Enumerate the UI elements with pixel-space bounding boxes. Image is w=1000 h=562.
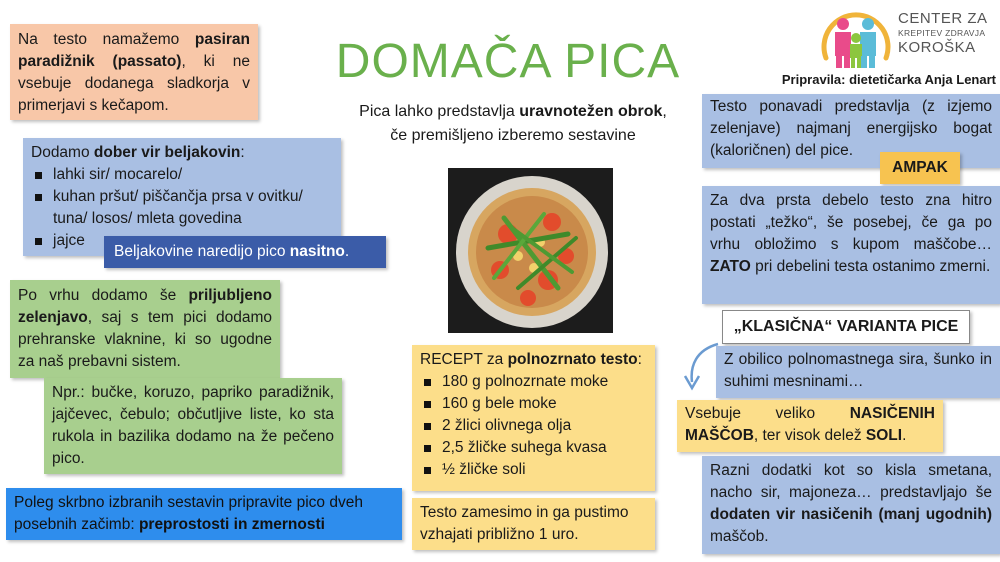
ampak-label: AMPAK — [880, 152, 960, 184]
spices-box: Poleg skrbno izbranih sestavin pripravite pico dveh posebnih začimb: preprostosti in zmernosti — [6, 488, 402, 540]
list-item: jajce — [31, 230, 333, 252]
list-item: 2 žlici olivnega olja — [420, 415, 647, 437]
family-logo-icon — [816, 6, 896, 72]
page-subtitle: Pica lahko predstavlja uravnotežen obrok, če premišljeno izberemo sestavine — [359, 103, 667, 144]
saturated-fat-box: Vsebuje veliko NASIČENIH MAŠČOB, ter visok delež SOLI. — [677, 400, 943, 452]
recipe-box — [412, 345, 655, 491]
list-item: ½ žličke soli — [420, 459, 647, 481]
classic-desc-box: Z obilico polnomastnega sira, šunko in suhimi mesninami… — [716, 346, 1000, 398]
list-item: kuhan pršut/ piščančja prsa v ovitku/ tuna/ losos/ mleta govedina — [31, 186, 333, 230]
passata-box: Na testo namažemo pasiran paradižnik (passato), ki ne vsebuje dodanega sladkorja v primerjavi s kečapom. — [10, 24, 258, 120]
dough-energy-box: Testo ponavadi predstavlja (z izjemo zelenjave) najmanj energijsko bogat (kaloričnen) del pice. — [702, 94, 1000, 168]
vegetables-example-box: Npr.: bučke, koruzo, papriko paradižnik, jajčevec, čebulo; občutljive liste, ko sta rukola in bazilika dodamo na že pečeno pico. — [44, 378, 342, 474]
extras-box: Razni dodatki kot so kisla smetana, nacho sir, majoneza… predstavljajo še dodaten vir nasičenih (manj ugodnih) maščob. — [702, 456, 1000, 554]
organization-name: CENTER ZA KREPITEV ZDRAVJA KOROŠKA — [898, 10, 988, 56]
list-item: 2,5 žličke suhega kvasa — [420, 437, 647, 459]
page-title: DOMAČA PICA — [335, 35, 681, 88]
list-item: 160 g bele moke — [420, 393, 647, 415]
classic-heading: „KLASIČNA“ VARIANTA PICE — [722, 310, 970, 344]
vegetables-box: Po vrhu dodamo še priljubljeno zelenjavo, saj s tem pici dodamo prehranske vlaknine, ki so ugodne za naš prebavni sistem. — [10, 280, 280, 378]
list-item: 180 g polnozrnate moke — [420, 371, 647, 393]
protein-intro: Dodamo dober vir beljakovin: — [31, 144, 245, 161]
recipe-ingredients — [420, 371, 647, 481]
recipe-instructions-box: Testo zamesimo in ga pustimo vzhajati približno 1 uro. — [412, 498, 655, 550]
protein-note: Beljakovine naredijo pico nasitno. — [104, 236, 386, 268]
thick-dough-box: Za dva prsta debelo testo zna hitro postati „težko“, še posebej, če ga po vrhu obložimo s kupom maščobe… ZATO pri debelini testa ostanimo zmerni. — [702, 186, 1000, 304]
list-item: lahki sir/ mocarelo/ — [31, 164, 333, 186]
recipe-title: RECEPT za polnozrnato testo: — [420, 351, 642, 368]
author-credit: Pripravila: dietetičarka Anja Lenart — [781, 72, 996, 87]
pizza-photo — [448, 168, 613, 333]
